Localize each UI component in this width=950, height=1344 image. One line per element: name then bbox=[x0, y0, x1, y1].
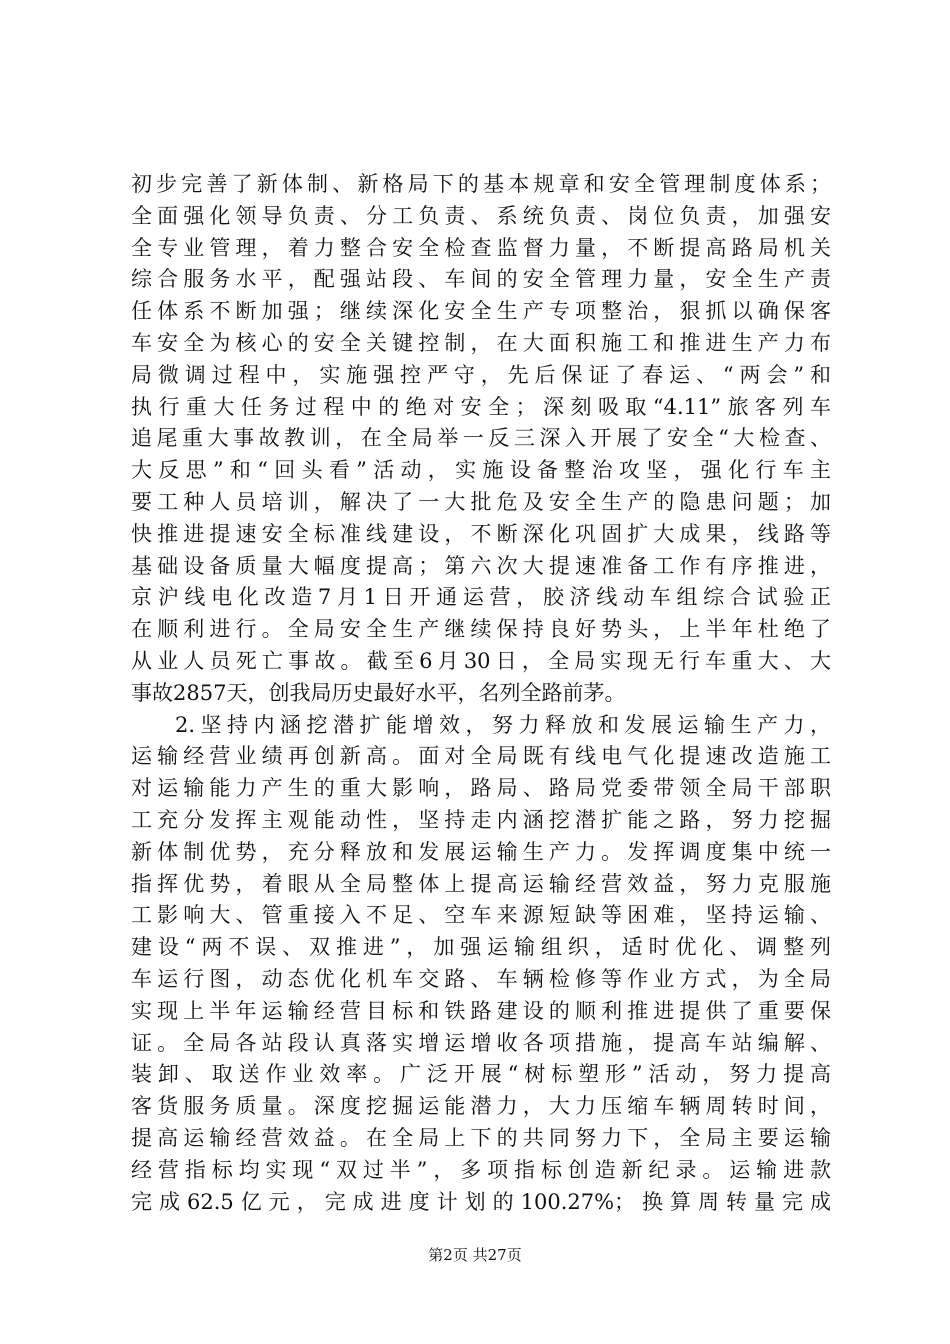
text-line: 在顺利进行。全局安全生产继续保持良好势头，上半年杜绝了 bbox=[131, 617, 831, 642]
text-line: 从业人员死亡事故。截至6月30日，全局实现无行车重大、大 bbox=[131, 648, 831, 673]
text-line: 对运输能力产生的重大影响，路局、路局党委带领全局干部职 bbox=[131, 776, 831, 801]
text-line: 证。全局各站段认真落实增运增收各项措施，提高车站编解、 bbox=[131, 1030, 831, 1055]
text-line: 快推进提速安全标准线建设，不断深化巩固扩大成果，线路等 bbox=[131, 521, 831, 546]
text-line: 指挥优势，着眼从全局整体上提高运输经营效益，努力克服施 bbox=[131, 871, 831, 896]
text-line: 执行重大任务过程中的绝对安全；深刻吸取“4.11”旅客列车 bbox=[131, 394, 831, 419]
text-line: 工影响大、管重接入不足、空车来源短缺等困难，坚持运输、 bbox=[131, 903, 831, 928]
text-line: 新体制优势，充分释放和发展运输生产力。发挥调度集中统一 bbox=[131, 839, 831, 864]
text-line: 工充分发挥主观能动性，坚持走内涵挖潜扩能之路，努力挖掘 bbox=[131, 807, 831, 832]
text-line: 综合服务水平，配强站段、车间的安全管理力量，安全生产责 bbox=[131, 267, 831, 292]
text-line: 建设“两不误、双推进”，加强运输组织，适时优化、调整列 bbox=[131, 935, 831, 960]
page-number-footer: 第2页 共27页 bbox=[428, 1246, 522, 1264]
text-line: 全面强化领导负责、分工负责、系统负责、岗位负责，加强安 bbox=[131, 203, 831, 228]
text-line: 基础设备质量大幅度提高；第六次大提速准备工作有序推进， bbox=[131, 553, 831, 578]
text-line: 完成62.5亿元，完成进度计划的100.27%；换算周转量完成 bbox=[131, 1189, 831, 1214]
text-line: 提高运输经营效益。在全局上下的共同努力下，全局主要运输 bbox=[131, 1125, 831, 1150]
text-line: 局微调过程中，实施强控严守，先后保证了春运、“两会”和 bbox=[131, 362, 831, 387]
text-line: 客货服务质量。深度挖掘运能潜力，大力压缩车辆周转时间， bbox=[131, 1094, 831, 1119]
text-line: 初步完善了新体制、新格局下的基本规章和安全管理制度体系； bbox=[131, 172, 831, 196]
text-line: 装卸、取送作业效率。广泛开展“树标塑形”活动，努力提高 bbox=[131, 1062, 831, 1087]
text-line: 任体系不断加强；继续深化安全生产专项整治，狠抓以确保客 bbox=[131, 299, 831, 324]
text-line: 运输经营业绩再创新高。面对全局既有线电气化提速改造施工 bbox=[131, 744, 831, 769]
text-line: 全专业管理，着力整合安全检查监督力量，不断提高路局机关 bbox=[131, 235, 831, 260]
text-line: 车运行图，动态优化机车交路、车辆检修等作业方式，为全局 bbox=[131, 966, 831, 991]
body-text bbox=[131, 169, 831, 1218]
text-line: 京沪线电化改造7月1日开通运营，胶济线动车组综合试验正 bbox=[131, 585, 831, 610]
text-line: 事故2857天，创我局历史最好水平，名列全路前茅。 bbox=[131, 680, 626, 705]
text-line: 经营指标均实现“双过半”，多项指标创造新纪录。运输进款 bbox=[131, 1157, 831, 1182]
text-line: 大反思”和“回头看”活动，实施设备整治攻坚，强化行车主 bbox=[131, 458, 831, 483]
text-line: 实现上半年运输经营目标和铁路建设的顺利推进提供了重要保 bbox=[131, 998, 831, 1023]
paragraph-start-line: 2.坚持内涵挖潜扩能增效，努力释放和发展运输生产力， bbox=[175, 712, 831, 737]
text-line: 车安全为核心的安全关键控制，在大面积施工和推进生产力布 bbox=[131, 330, 831, 355]
text-line: 要工种人员培训，解决了一大批危及安全生产的隐患问题；加 bbox=[131, 489, 831, 514]
text-line: 追尾重大事故教训，在全局举一反三深入开展了安全“大检查、 bbox=[131, 426, 831, 451]
